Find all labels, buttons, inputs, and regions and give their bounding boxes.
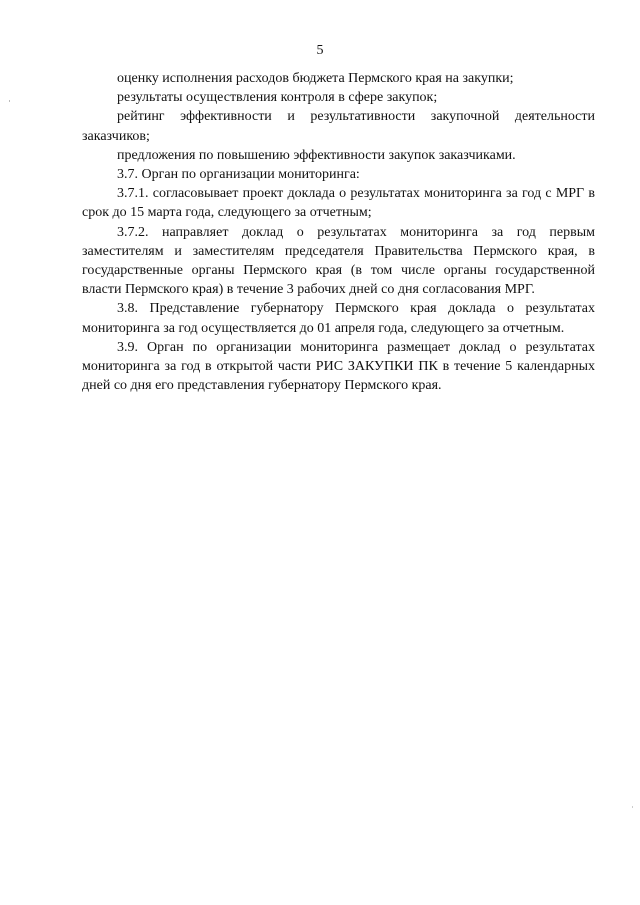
scan-speck [632,806,633,808]
paragraph-3-7-1: 3.7.1. согласовывает проект доклада о результатах мониторинга за год с МРГ в срок до 15 марта года, следующего за отчетным; [82,186,595,221]
paragraph-3-7: 3.7. Орган по организации мониторинга: [117,167,360,183]
scan-speck [9,100,10,102]
paragraph-3-9: 3.9. Орган по организации мониторинга размещает доклад о результатах мониторинга за год в открытой части РИС ЗАКУПКИ ПК в течение 5 календарных дней со дня его представления губернатору Пермского края. [82,339,595,394]
paragraph-3-8: 3.8. Представление губернатору Пермского края доклада о результатах мониторинга за год осуществляется до 01 апреля года, следующего за отчетным. [82,301,595,336]
paragraph-3-7-2: 3.7.2. направляет доклад о результатах мониторинга за год первым заместителям и заместителям председателя Правительства Пермского края, в государственные органы Пермского края (в том числе органы государственной власти Пермского края) в течение 3 рабочих дней со дня согласования МРГ. [82,224,595,298]
page-number: 5 [316,43,324,58]
document-body [82,69,595,395]
paragraph-proposals: предложения по повышению эффективности закупок заказчиками. [117,147,516,163]
paragraph-budget-assessment: оценку исполнения расходов бюджета Пермского края на закупки; [117,71,514,86]
paragraph-control-results: результаты осуществления контроля в сфере закупок; [117,90,438,106]
paragraph-rating: рейтинг эффективности и результативности закупочной деятельности заказчиков; [82,109,595,144]
